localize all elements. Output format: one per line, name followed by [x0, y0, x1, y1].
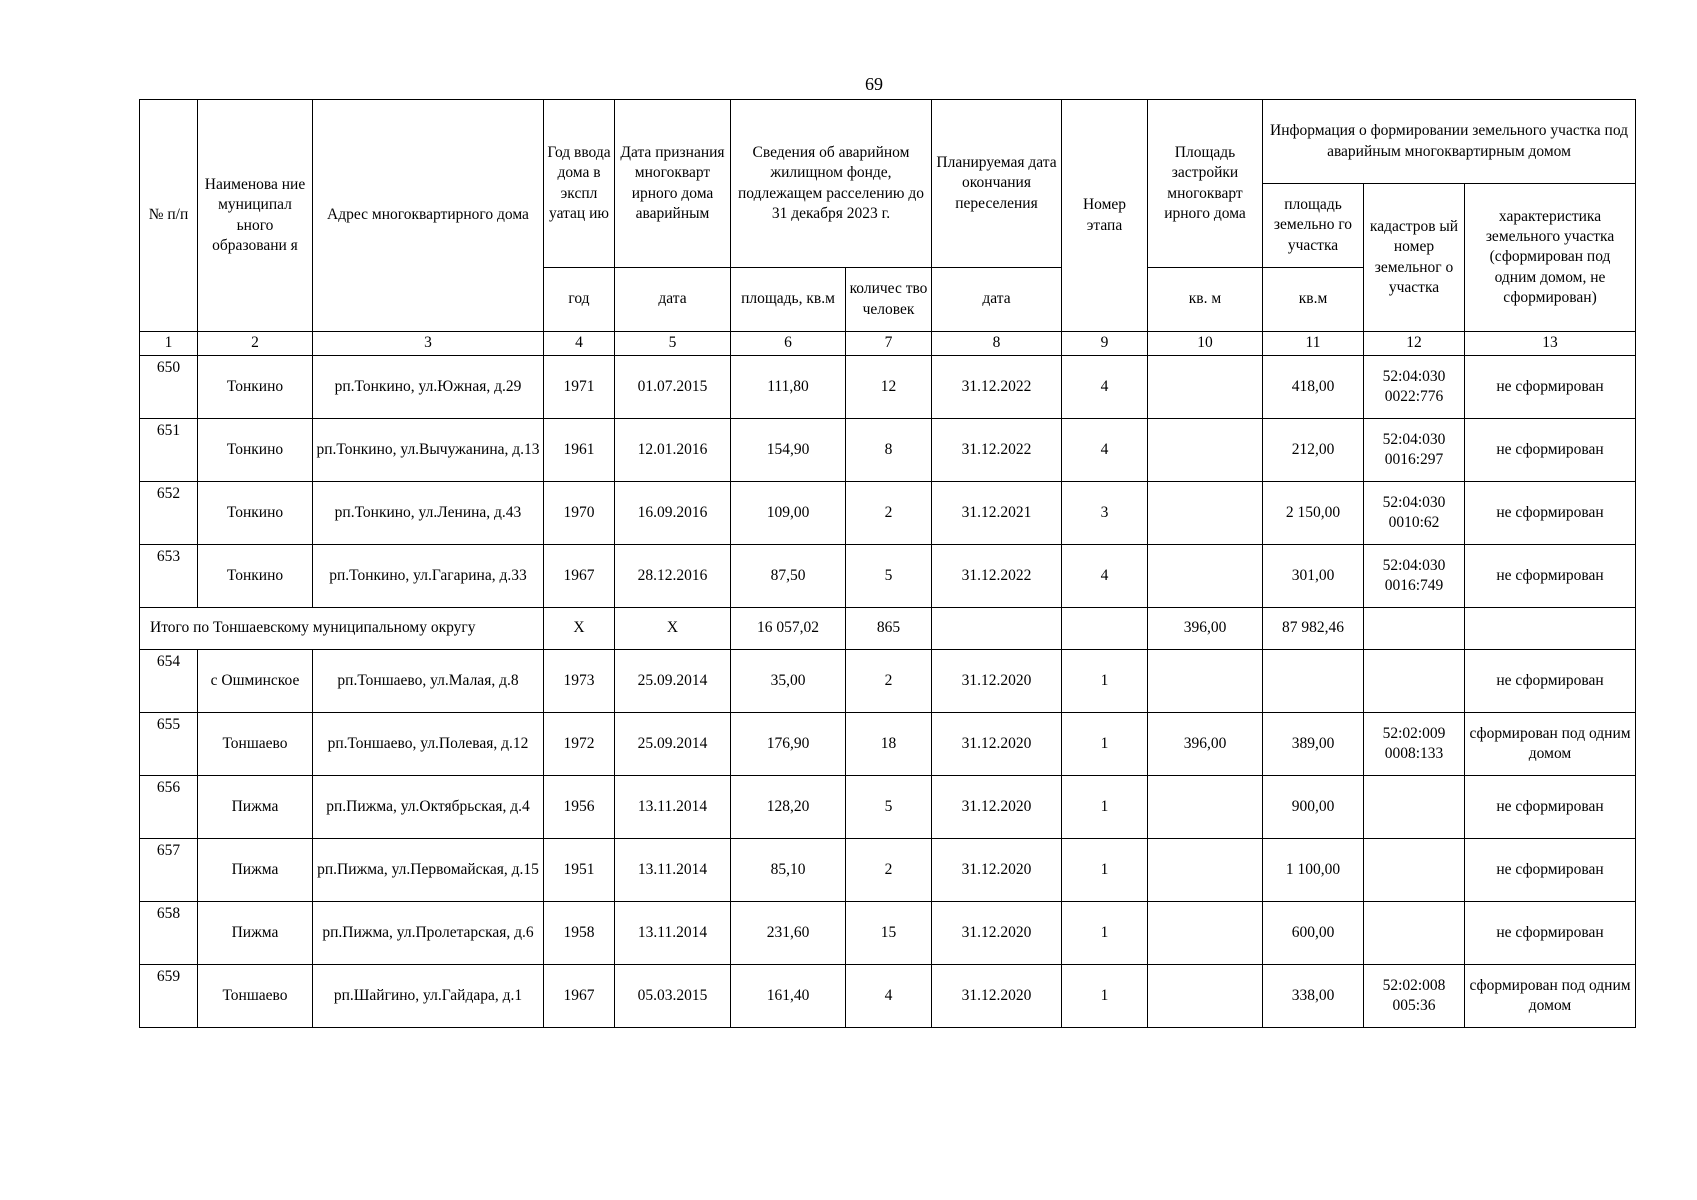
total-label: Итого по Тоншаевскому муниципальному округу — [140, 608, 544, 650]
row-stage: 1 — [1062, 839, 1148, 902]
header-year: Год ввода дома в экспл уатац ию — [544, 100, 615, 268]
row-area: 231,60 — [731, 902, 846, 965]
row-people: 18 — [846, 713, 932, 776]
row-cadastral-number — [1364, 902, 1465, 965]
row-building-area — [1148, 545, 1263, 608]
column-number: 11 — [1263, 332, 1364, 356]
row-planned-date: 31.12.2022 — [932, 356, 1062, 419]
header-building-area: Площадь застройки многокварт ирного дома — [1148, 100, 1263, 268]
row-municipality: Пижма — [198, 902, 313, 965]
row-people: 5 — [846, 545, 932, 608]
row-number: 658 — [140, 902, 198, 965]
housing-table — [139, 99, 1636, 1028]
row-address: рп.Пижма, ул.Пролетарская, д.6 — [313, 902, 544, 965]
row-building-area — [1148, 965, 1263, 1028]
row-stage: 1 — [1062, 965, 1148, 1028]
row-number: 653 — [140, 545, 198, 608]
total-planned-date — [932, 608, 1062, 650]
header-recognition-date: Дата признания многокварт ирного дома аварийным — [615, 100, 731, 268]
row-area: 154,90 — [731, 419, 846, 482]
total-date: X — [615, 608, 731, 650]
column-number: 6 — [731, 332, 846, 356]
row-planned-date: 31.12.2022 — [932, 419, 1062, 482]
column-number: 9 — [1062, 332, 1148, 356]
row-stage: 1 — [1062, 902, 1148, 965]
row-planned-date: 31.12.2020 — [932, 965, 1062, 1028]
table-row — [140, 419, 1636, 482]
total-cadastral-number — [1364, 608, 1465, 650]
row-address: рп.Тонкино, ул.Ленина, д.43 — [313, 482, 544, 545]
row-land-area — [1263, 650, 1364, 713]
row-year: 1971 — [544, 356, 615, 419]
row-building-area — [1148, 356, 1263, 419]
total-area: 16 057,02 — [731, 608, 846, 650]
row-municipality: Тоншаево — [198, 713, 313, 776]
row-address: рп.Тоншаево, ул.Полевая, д.12 — [313, 713, 544, 776]
row-people: 15 — [846, 902, 932, 965]
column-number: 7 — [846, 332, 932, 356]
row-municipality: с Ошминское — [198, 650, 313, 713]
page-number: 69 — [865, 74, 883, 94]
row-area: 161,40 — [731, 965, 846, 1028]
total-row — [140, 608, 1636, 650]
header-land-characteristic: характеристика земельного участка (сформирован под одним домом, не сформирован) — [1465, 184, 1636, 332]
row-planned-date: 31.12.2020 — [932, 776, 1062, 839]
row-planned-date: 31.12.2022 — [932, 545, 1062, 608]
row-recognition-date: 13.11.2014 — [615, 839, 731, 902]
header-land-info: Информация о формировании земельного участка под аварийным многоквартирным домом — [1263, 100, 1636, 184]
row-recognition-date: 25.09.2014 — [615, 650, 731, 713]
total-stage — [1062, 608, 1148, 650]
column-number: 3 — [313, 332, 544, 356]
header-emergency-fund: Сведения об аварийном жилищном фонде, подлежащем расселению до 31 декабря 2023 г. — [731, 100, 932, 268]
row-stage: 1 — [1062, 650, 1148, 713]
row-cadastral-number: 52:04:030 0022:776 — [1364, 356, 1465, 419]
row-people: 12 — [846, 356, 932, 419]
row-year: 1973 — [544, 650, 615, 713]
row-building-area — [1148, 650, 1263, 713]
unit-land-area: кв.м — [1263, 268, 1364, 332]
column-number: 2 — [198, 332, 313, 356]
row-number: 659 — [140, 965, 198, 1028]
row-municipality: Тонкино — [198, 419, 313, 482]
row-recognition-date: 12.01.2016 — [615, 419, 731, 482]
row-area: 176,90 — [731, 713, 846, 776]
row-number: 657 — [140, 839, 198, 902]
row-municipality: Пижма — [198, 839, 313, 902]
row-recognition-date: 05.03.2015 — [615, 965, 731, 1028]
row-address: рп.Пижма, ул.Октябрьская, д.4 — [313, 776, 544, 839]
header-cadastral-number: кадастров ый номер земельног о участка — [1364, 184, 1465, 332]
row-municipality: Тонкино — [198, 356, 313, 419]
row-people: 2 — [846, 839, 932, 902]
row-municipality: Тонкино — [198, 545, 313, 608]
row-year: 1972 — [544, 713, 615, 776]
row-year: 1970 — [544, 482, 615, 545]
row-people: 5 — [846, 776, 932, 839]
row-people: 8 — [846, 419, 932, 482]
row-address: рп.Тоншаево, ул.Малая, д.8 — [313, 650, 544, 713]
row-cadastral-number: 52:02:008 005:36 — [1364, 965, 1465, 1028]
table-row — [140, 650, 1636, 713]
row-stage: 1 — [1062, 776, 1148, 839]
table-header — [140, 100, 1636, 356]
row-address: рп.Тонкино, ул.Гагарина, д.33 — [313, 545, 544, 608]
unit-people: количес тво человек — [846, 268, 932, 332]
row-building-area — [1148, 902, 1263, 965]
column-number-row — [140, 332, 1636, 356]
row-building-area — [1148, 776, 1263, 839]
row-land-area: 1 100,00 — [1263, 839, 1364, 902]
row-land-area: 301,00 — [1263, 545, 1364, 608]
row-cadastral-number: 52:04:030 0010:62 — [1364, 482, 1465, 545]
row-land-characteristic: не сформирован — [1465, 776, 1636, 839]
row-recognition-date: 16.09.2016 — [615, 482, 731, 545]
row-year: 1967 — [544, 965, 615, 1028]
row-recognition-date: 28.12.2016 — [615, 545, 731, 608]
total-land-area: 87 982,46 — [1263, 608, 1364, 650]
row-land-area: 2 150,00 — [1263, 482, 1364, 545]
row-area: 109,00 — [731, 482, 846, 545]
header-land-area: площадь земельно го участка — [1263, 184, 1364, 268]
row-building-area — [1148, 419, 1263, 482]
row-number: 652 — [140, 482, 198, 545]
row-number: 650 — [140, 356, 198, 419]
row-recognition-date: 13.11.2014 — [615, 776, 731, 839]
row-land-area: 338,00 — [1263, 965, 1364, 1028]
total-building-area: 396,00 — [1148, 608, 1263, 650]
row-stage: 1 — [1062, 713, 1148, 776]
row-land-characteristic: не сформирован — [1465, 839, 1636, 902]
unit-building-area: кв. м — [1148, 268, 1263, 332]
row-land-area: 600,00 — [1263, 902, 1364, 965]
row-planned-date: 31.12.2020 — [932, 902, 1062, 965]
row-cadastral-number — [1364, 839, 1465, 902]
row-land-characteristic: не сформирован — [1465, 356, 1636, 419]
row-cadastral-number — [1364, 776, 1465, 839]
row-cadastral-number: 52:02:009 0008:133 — [1364, 713, 1465, 776]
unit-date: дата — [615, 268, 731, 332]
row-people: 4 — [846, 965, 932, 1028]
table-row — [140, 902, 1636, 965]
row-municipality: Тонкино — [198, 482, 313, 545]
row-land-area: 389,00 — [1263, 713, 1364, 776]
total-year: X — [544, 608, 615, 650]
row-people: 2 — [846, 650, 932, 713]
column-number: 8 — [932, 332, 1062, 356]
row-municipality: Пижма — [198, 776, 313, 839]
row-building-area — [1148, 482, 1263, 545]
table-row — [140, 482, 1636, 545]
column-number: 4 — [544, 332, 615, 356]
row-land-area: 212,00 — [1263, 419, 1364, 482]
row-area: 111,80 — [731, 356, 846, 419]
row-cadastral-number: 52:04:030 0016:297 — [1364, 419, 1465, 482]
table-body — [140, 356, 1636, 1028]
total-land-characteristic — [1465, 608, 1636, 650]
table-row — [140, 839, 1636, 902]
header-municipality: Наименова ние муниципал ьного образовани я — [198, 100, 313, 332]
row-building-area: 396,00 — [1148, 713, 1263, 776]
row-area: 85,10 — [731, 839, 846, 902]
row-land-area: 418,00 — [1263, 356, 1364, 419]
row-area: 35,00 — [731, 650, 846, 713]
header-address: Адрес многоквартирного дома — [313, 100, 544, 332]
row-recognition-date: 13.11.2014 — [615, 902, 731, 965]
column-number: 12 — [1364, 332, 1465, 356]
row-land-characteristic: не сформирован — [1465, 482, 1636, 545]
header-number: № п/п — [140, 100, 198, 332]
row-land-characteristic: не сформирован — [1465, 650, 1636, 713]
row-year: 1961 — [544, 419, 615, 482]
table-row — [140, 713, 1636, 776]
column-number: 1 — [140, 332, 198, 356]
row-recognition-date: 25.09.2014 — [615, 713, 731, 776]
row-land-characteristic: сформирован под одним домом — [1465, 965, 1636, 1028]
column-number: 10 — [1148, 332, 1263, 356]
header-planned-date: Планируемая дата окончания переселения — [932, 100, 1062, 268]
row-land-characteristic: не сформирован — [1465, 545, 1636, 608]
row-number: 655 — [140, 713, 198, 776]
row-land-area: 900,00 — [1263, 776, 1364, 839]
row-address: рп.Пижма, ул.Первомайская, д.15 — [313, 839, 544, 902]
row-stage: 4 — [1062, 419, 1148, 482]
row-land-characteristic: не сформирован — [1465, 902, 1636, 965]
row-address: рп.Тонкино, ул.Южная, д.29 — [313, 356, 544, 419]
row-year: 1967 — [544, 545, 615, 608]
row-number: 656 — [140, 776, 198, 839]
row-building-area — [1148, 839, 1263, 902]
unit-planned-date: дата — [932, 268, 1062, 332]
row-number: 651 — [140, 419, 198, 482]
unit-area: площадь, кв.м — [731, 268, 846, 332]
row-planned-date: 31.12.2021 — [932, 482, 1062, 545]
unit-year: год — [544, 268, 615, 332]
row-area: 128,20 — [731, 776, 846, 839]
row-land-characteristic: сформирован под одним домом — [1465, 713, 1636, 776]
row-stage: 4 — [1062, 545, 1148, 608]
table-row — [140, 545, 1636, 608]
row-land-characteristic: не сформирован — [1465, 419, 1636, 482]
row-stage: 4 — [1062, 356, 1148, 419]
row-cadastral-number — [1364, 650, 1465, 713]
header-stage: Номер этапа — [1062, 100, 1148, 332]
table-row — [140, 356, 1636, 419]
row-year: 1951 — [544, 839, 615, 902]
row-year: 1958 — [544, 902, 615, 965]
table-row — [140, 965, 1636, 1028]
row-people: 2 — [846, 482, 932, 545]
row-municipality: Тоншаево — [198, 965, 313, 1028]
row-year: 1956 — [544, 776, 615, 839]
row-address: рп.Тонкино, ул.Вычужанина, д.13 — [313, 419, 544, 482]
table-row — [140, 776, 1636, 839]
row-address: рп.Шайгино, ул.Гайдара, д.1 — [313, 965, 544, 1028]
column-number: 13 — [1465, 332, 1636, 356]
column-number: 5 — [615, 332, 731, 356]
row-number: 654 — [140, 650, 198, 713]
row-planned-date: 31.12.2020 — [932, 650, 1062, 713]
row-cadastral-number: 52:04:030 0016:749 — [1364, 545, 1465, 608]
row-area: 87,50 — [731, 545, 846, 608]
total-people: 865 — [846, 608, 932, 650]
row-stage: 3 — [1062, 482, 1148, 545]
row-planned-date: 31.12.2020 — [932, 713, 1062, 776]
row-recognition-date: 01.07.2015 — [615, 356, 731, 419]
row-planned-date: 31.12.2020 — [932, 839, 1062, 902]
